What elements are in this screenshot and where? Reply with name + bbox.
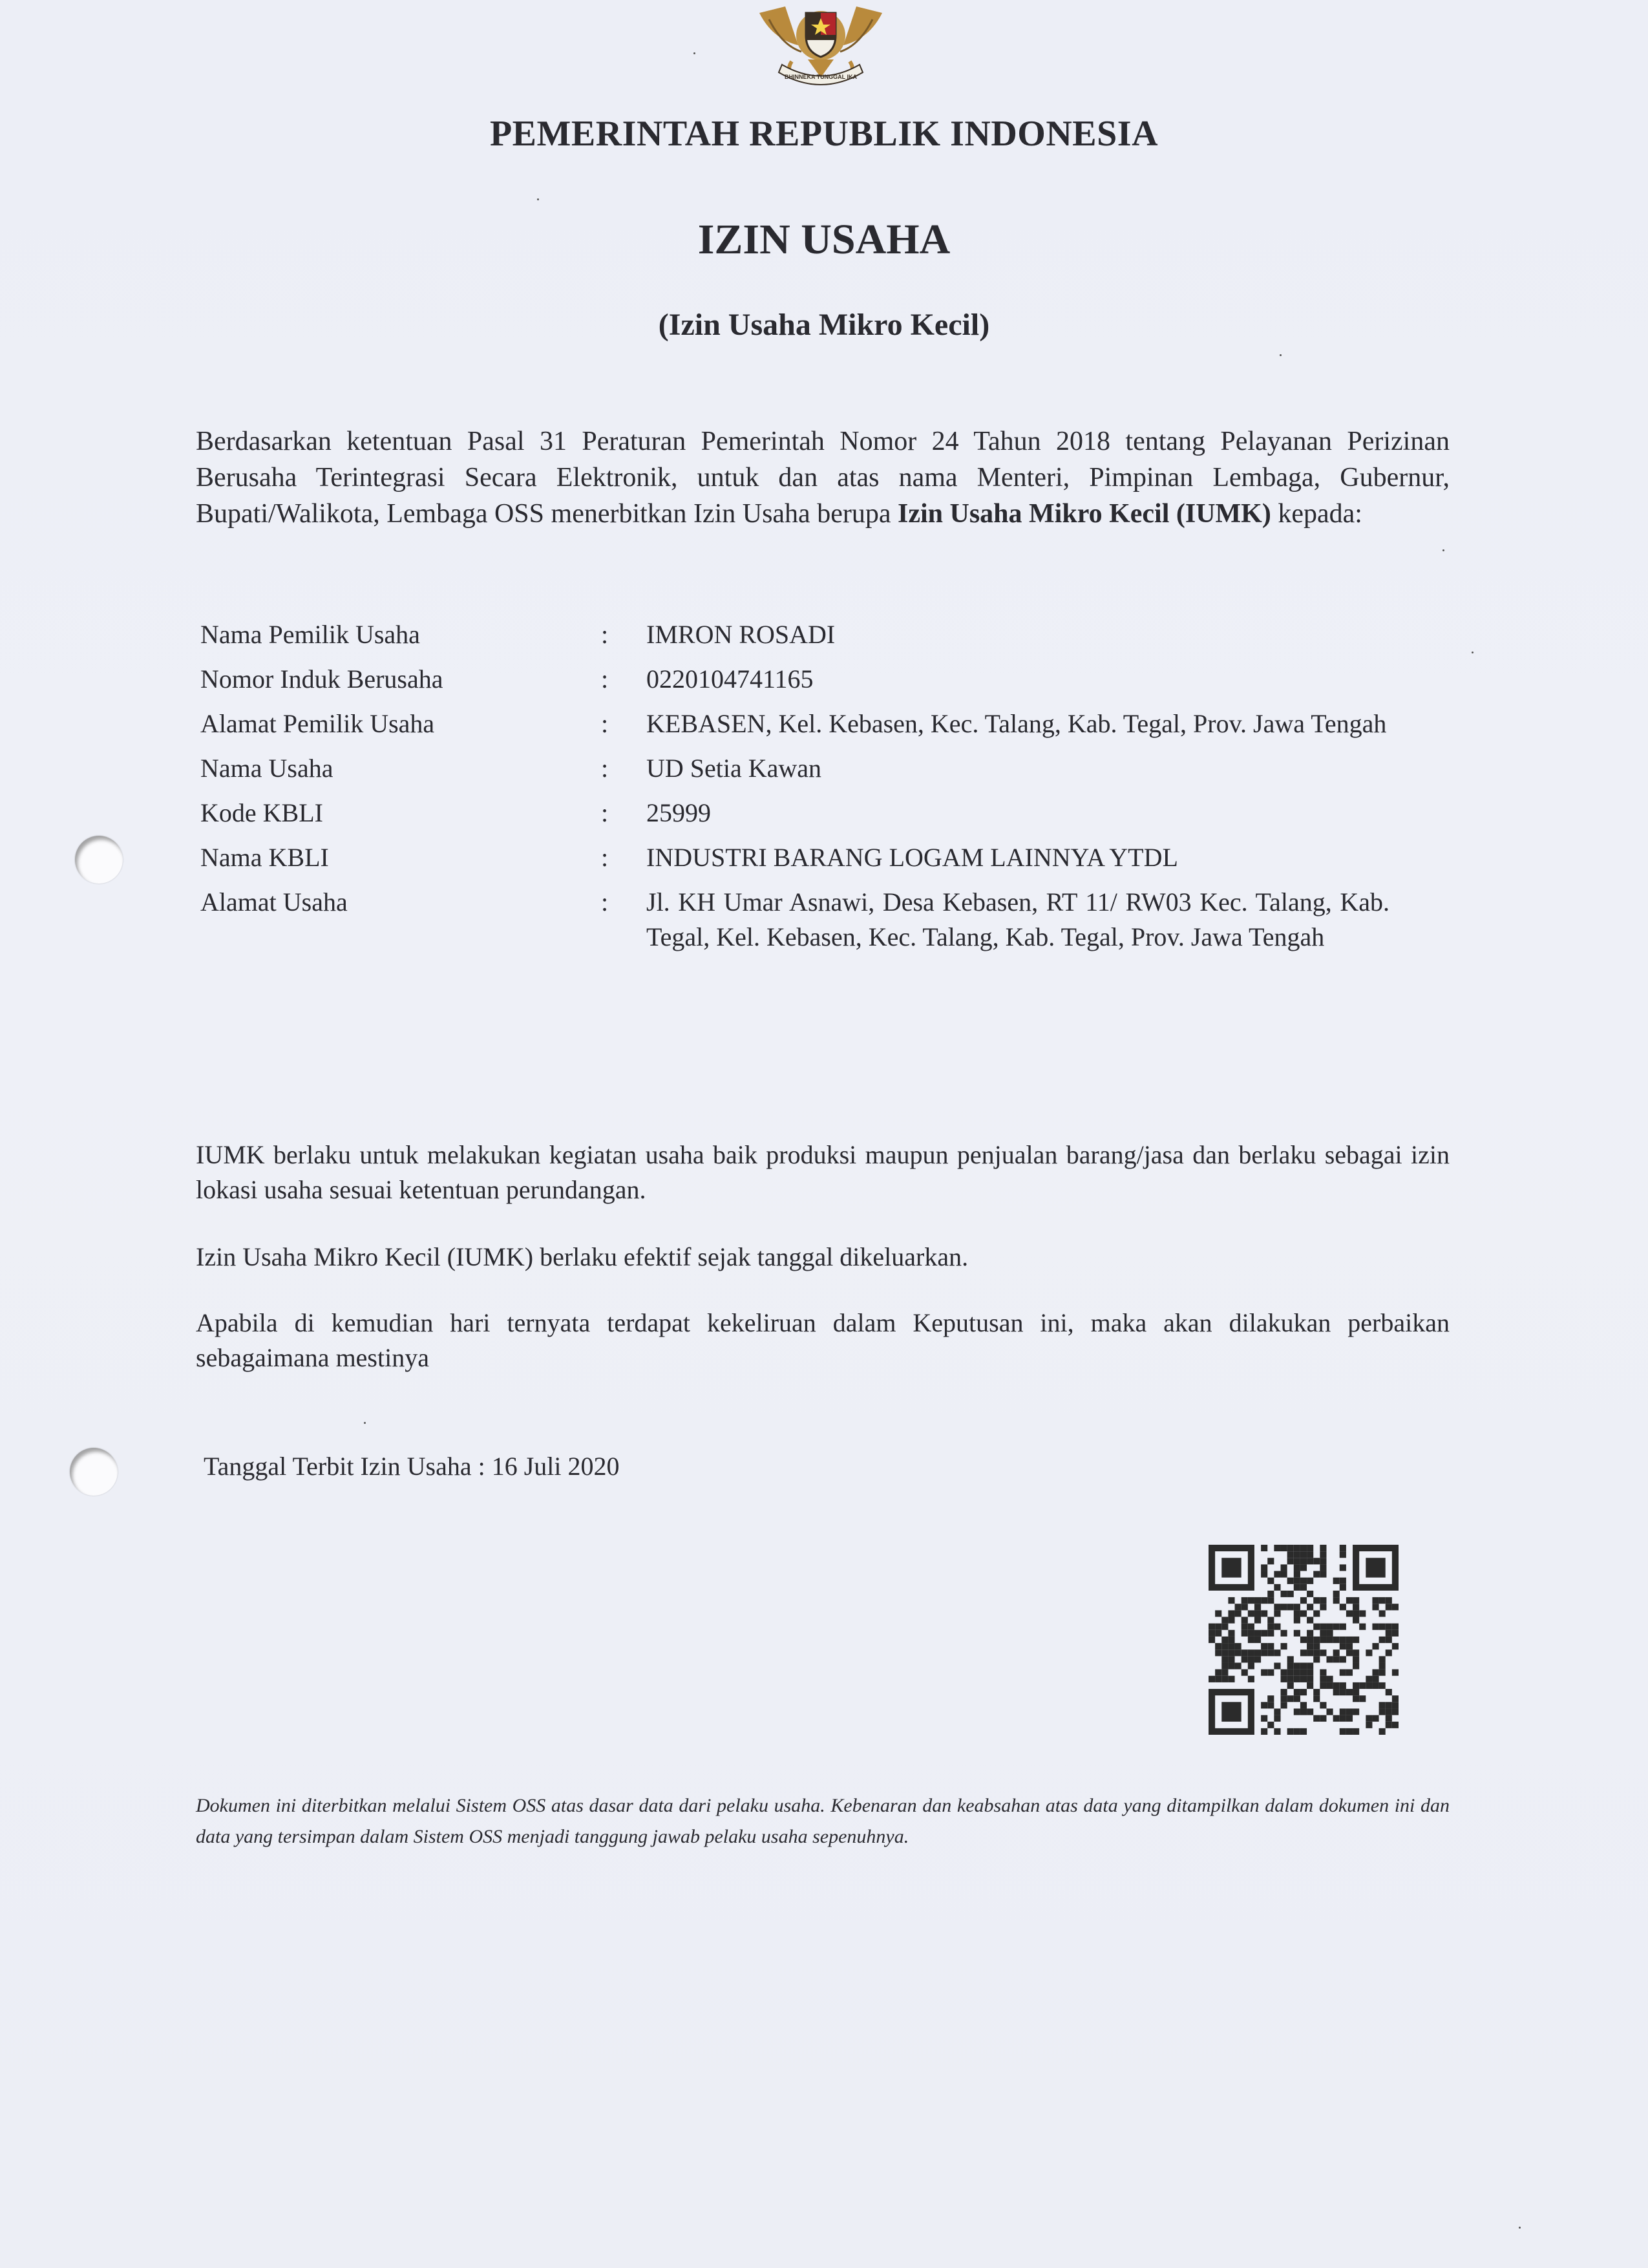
field-business-id (200, 662, 1396, 697)
punch-hole-upper (75, 836, 123, 884)
intro-end: kepada: (1278, 499, 1362, 529)
correction-paragraph: Apabila di kemudian hari ternyata terdapat kekeliruan dalam Keputusan ini, maka akan dilakukan perbaikan sebagaimana mestinya (196, 1308, 1450, 1372)
paper-speck (1442, 549, 1444, 551)
field-value: 0220104741165 (646, 664, 814, 694)
paper-speck (364, 1422, 366, 1424)
field-label: Nama Usaha (200, 754, 333, 783)
paper-speck (537, 198, 539, 200)
paper-speck (1280, 354, 1282, 356)
paper-speck (1472, 652, 1474, 653)
government-heading: PEMERINTAH REPUBLIK INDONESIA (489, 114, 1159, 154)
field-label: Kode KBLI (200, 798, 323, 827)
field-label: Nomor Induk Berusaha (200, 664, 443, 694)
footer-disclaimer: Dokumen ini diterbitkan melalui Sistem OSS atas dasar data dari pelaku usaha. Kebenaran dan keabsahan atas data yang ditampilkan dalam dokumen ini dan data yang tersimpan dalam Sistem OSS menjadi tanggung jawab pelaku usaha sepenuhnya. (196, 1795, 1450, 1847)
field-value: 25999 (646, 798, 711, 827)
field-label: Alamat Pemilik Usaha (200, 709, 435, 738)
field-business-address (200, 885, 1396, 955)
garuda-emblem-icon (746, 0, 895, 90)
field-value: INDUSTRI BARANG LOGAM LAINNYA YTDL (646, 843, 1178, 872)
field-value: IMRON ROSADI (646, 620, 836, 649)
field-kbli-name (200, 840, 1396, 875)
field-owner-address (200, 706, 1396, 741)
field-value: UD Setia Kawan (646, 754, 822, 783)
field-business-name (200, 751, 1396, 786)
paper-speck (693, 52, 695, 54)
field-label: Nama KBLI (200, 843, 329, 872)
field-colon: : (601, 887, 609, 917)
punch-hole-lower (70, 1448, 118, 1496)
paper-speck (1519, 2227, 1521, 2229)
business-details (200, 617, 1396, 964)
page-subtitle: (Izin Usaha Mikro Kecil) (658, 308, 990, 342)
field-colon: : (601, 620, 609, 649)
field-value: Jl. KH Umar Asnawi, Desa Kebasen, RT 11/ RW03 Kec. Talang, Kab. Tegal, Kel. Kebasen, Kec. Talang, Kab. Tegal, Prov. Jawa Tengah (646, 887, 1389, 951)
intro-paragraph (196, 423, 1450, 532)
field-colon: : (601, 709, 609, 738)
field-value: KEBASEN, Kel. Kebasen, Kec. Talang, Kab. Tegal, Prov. Jawa Tengah (646, 709, 1387, 738)
intro-text: Berdasarkan ketentuan Pasal 31 Peraturan Pemerintah Nomor 24 Tahun 2018 tentang Pelayanan Perizinan Berusaha Terintegrasi Secara Elektronik, untuk dan atas nama Menteri, Pimpinan Lembaga, Gubernur, Bupati/Walikota, Lembaga OSS menerbitkan Izin Usaha berupa (196, 427, 1450, 529)
emblem-motto: BHINNEKA TUNGGAL IKA (785, 74, 857, 80)
field-label: Nama Pemilik Usaha (200, 620, 420, 649)
field-kbli-code (200, 796, 1396, 831)
field-colon: : (601, 664, 609, 694)
validity-paragraph: IUMK berlaku untuk melakukan kegiatan usaha baik produksi maupun penjualan barang/jasa dan berlaku sebagai izin lokasi usaha sesuai ketentuan perundangan. (196, 1140, 1450, 1204)
qr-code-icon (1209, 1545, 1399, 1735)
intro-bold-permit: Izin Usaha Mikro Kecil (IUMK) (897, 499, 1271, 529)
effective-paragraph: Izin Usaha Mikro Kecil (IUMK) berlaku efektif sejak tanggal dikeluarkan. (196, 1242, 969, 1271)
page-title: IZIN USAHA (697, 216, 951, 263)
field-colon: : (601, 798, 609, 827)
field-colon: : (601, 843, 609, 872)
field-colon: : (601, 754, 609, 783)
issue-date: Tanggal Terbit Izin Usaha : 16 Juli 2020 (204, 1452, 620, 1481)
field-owner-name (200, 617, 1396, 652)
field-label: Alamat Usaha (200, 887, 348, 917)
